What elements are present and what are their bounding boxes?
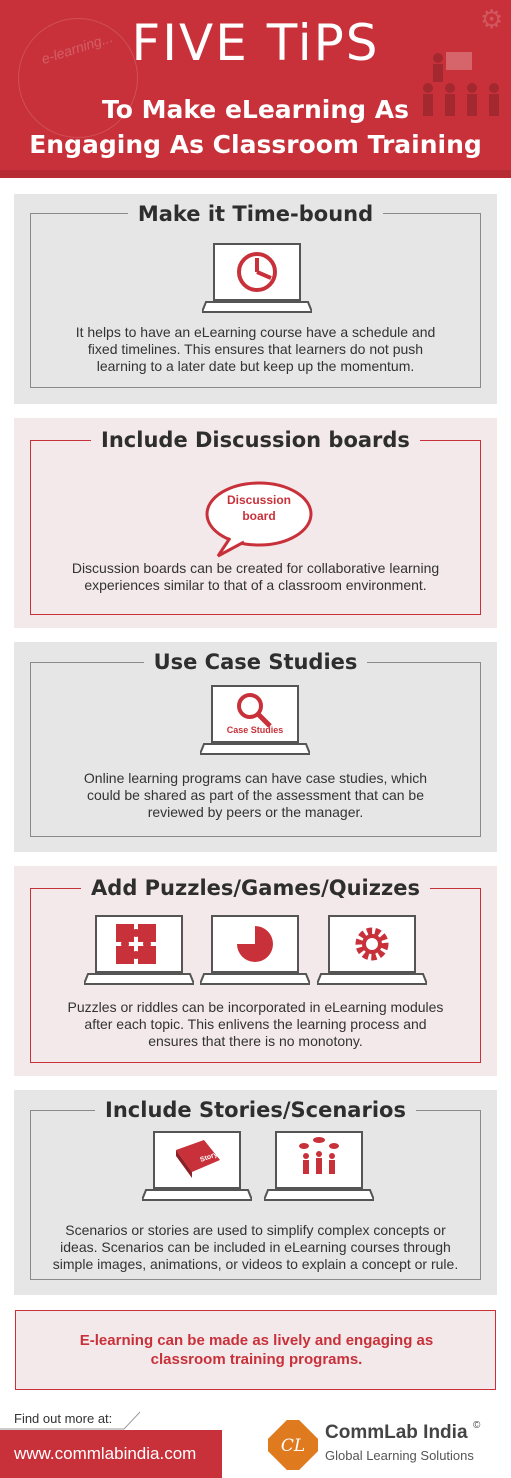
tip-title: Include Discussion boards — [14, 428, 497, 452]
page-subtitle: To Make eLearning As Engaging As Classroom Training — [29, 95, 482, 159]
laptop-gear-icon — [317, 914, 427, 986]
discussion-board-label: Discussion board — [226, 493, 292, 523]
website-link[interactable]: www.commlabindia.com — [14, 1444, 197, 1463]
tip-card-time-bound — [14, 194, 497, 404]
storybook-label: Story — [199, 1151, 219, 1164]
tip-title: Add Puzzles/Games/Quizzes — [14, 876, 497, 900]
tip-description: Discussion boards can be created for collaborative learning experiences similar to that of a classroom environment. — [71, 560, 440, 593]
laptop-magnifier-icon — [200, 684, 310, 756]
tip-title: Include Stories/Scenarios — [14, 1098, 497, 1122]
laptop-people-scenario-icon — [264, 1130, 374, 1202]
tip-description: Scenarios or stories are used to simplify complex concepts or ideas. Scenarios can be included in eLearning courses through simple images, animations, or videos to explain a concept or rule. — [52, 1222, 459, 1272]
laptop-pie-chart-icon — [200, 914, 310, 986]
company-tagline: Global Learning Solutions — [325, 1448, 474, 1463]
tip-card-puzzles-games-quizzes — [14, 866, 497, 1076]
commlab-logo-icon — [268, 1420, 318, 1470]
tip-card-stories-scenarios — [14, 1090, 497, 1295]
tip-description: Online learning programs can have case studies, which could be shared as part of the assessment that can be reviewed by peers or the manager. — [83, 770, 428, 820]
case-studies-screen-label: Case Studies — [226, 725, 284, 735]
conclusion-text: E-learning can be made as lively and engaging as classroom training programs. — [79, 1332, 434, 1368]
header-divider — [0, 170, 511, 178]
page-title: FIVE TiPS — [131, 14, 380, 72]
elearning-badge-text: e-learning... — [39, 28, 115, 68]
tip-card-discussion-boards — [14, 418, 497, 628]
tip-card-case-studies — [14, 642, 497, 852]
laptop-storybook-icon — [142, 1130, 252, 1202]
tip-title: Use Case Studies — [14, 650, 497, 674]
svg-text:CL: CL — [280, 1436, 306, 1456]
registered-mark: © — [473, 1420, 481, 1431]
header-banner — [0, 0, 511, 178]
conclusion-box — [15, 1310, 496, 1390]
gear-icon: ⚙ — [480, 4, 504, 34]
laptop-clock-icon — [202, 242, 312, 314]
company-name: CommLab India — [325, 1422, 468, 1443]
footer-label: Find out more at: — [14, 1411, 113, 1426]
tip-title: Make it Time-bound — [14, 202, 497, 226]
laptop-puzzle-icon — [84, 914, 194, 986]
tip-description: It helps to have an eLearning course have a schedule and fixed timelines. This ensures that learners do not push learning to a later date but keep up the momentum. — [75, 324, 436, 374]
tip-description: Puzzles or riddles can be incorporated in eLearning modules after each topic. This enlivens the learning process and ensures that there is no monotony. — [67, 999, 444, 1049]
